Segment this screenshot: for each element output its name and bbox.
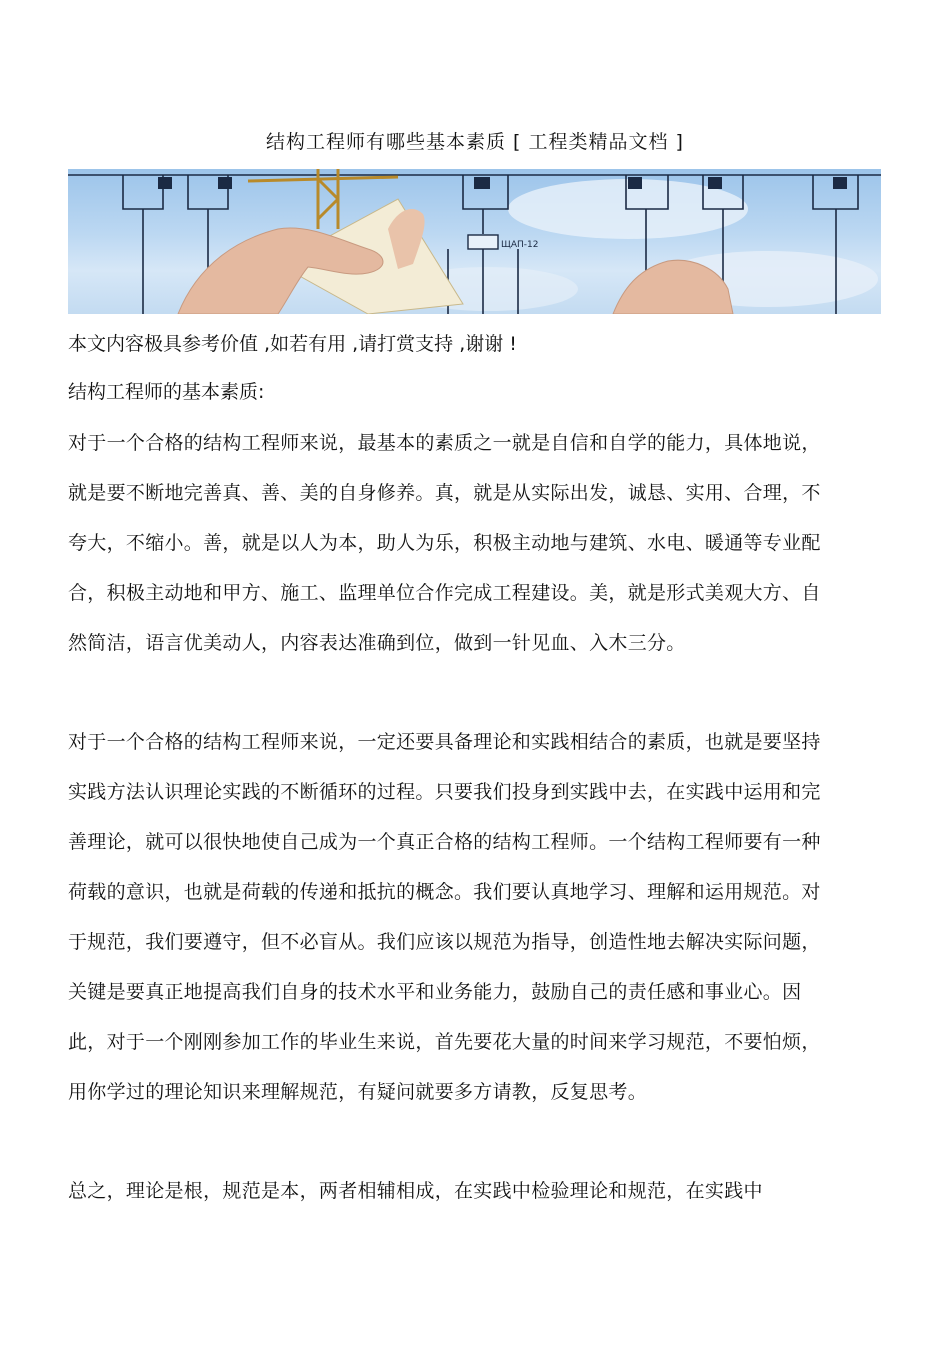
- paragraph-2: 对于一个合格的结构工程师来说，一定还要具备理论和实践相结合的素质，也就是要坚持实践方法认识理论实践的不断循环的过程。只要我们投身到实践中去，在实践中运用和完善理论，就可以很快地使自己成为一个真正合格的结构工程师。一个结构工程师要有一种荷载的意识，也就是荷载的传递和抵抗的概念。我们要认真地学习、理解和运用规范。对于规范，我们要遵守，但不必盲从。我们应该以规范为指导，创造性地去解决实际问题，关键是要真正地提高我们自身的技术水平和业务能力，鼓励自己的责任感和事业心。因此，对于一个刚刚参加工作的毕业生来说，首先要花大量的时间来学习规范，不要怕烦，用你学过的理论知识来理解规范，有疑问就要多方请教，反复思考。: [68, 731, 821, 1103]
- banner-label: ЩАП-12: [501, 240, 539, 250]
- banner-image: [68, 169, 881, 314]
- intro-line: 本文内容极具参考价值 ,如若有用 ,请打赏支持 ,谢谢 !: [68, 333, 517, 355]
- paragraph-1: 对于一个合格的结构工程师来说，最基本的素质之一就是自信和自学的能力，具体地说，就是要不断地完善真、善、美的自身修养。真，就是从实际出发，诚恳、实用、合理，不夸大，不缩小。善，就是以人为本，助人为乐，积极主动地与建筑、水电、暖通等专业配合，积极主动地和甲方、施工、监理单位合作完成工程建设。美，就是形式美观大方、自然简洁，语言优美动人，内容表达准确到位，做到一针见血、入木三分。: [68, 432, 821, 654]
- document-title: 结构工程师有哪些基本素质 [ 工程类精品文档 ]: [266, 131, 684, 153]
- paragraph-3: 总之，理论是根，规范是本，两者相辅相成，在实践中检验理论和规范，在实践中: [68, 1180, 763, 1202]
- section-heading: 结构工程师的基本素质:: [68, 381, 265, 403]
